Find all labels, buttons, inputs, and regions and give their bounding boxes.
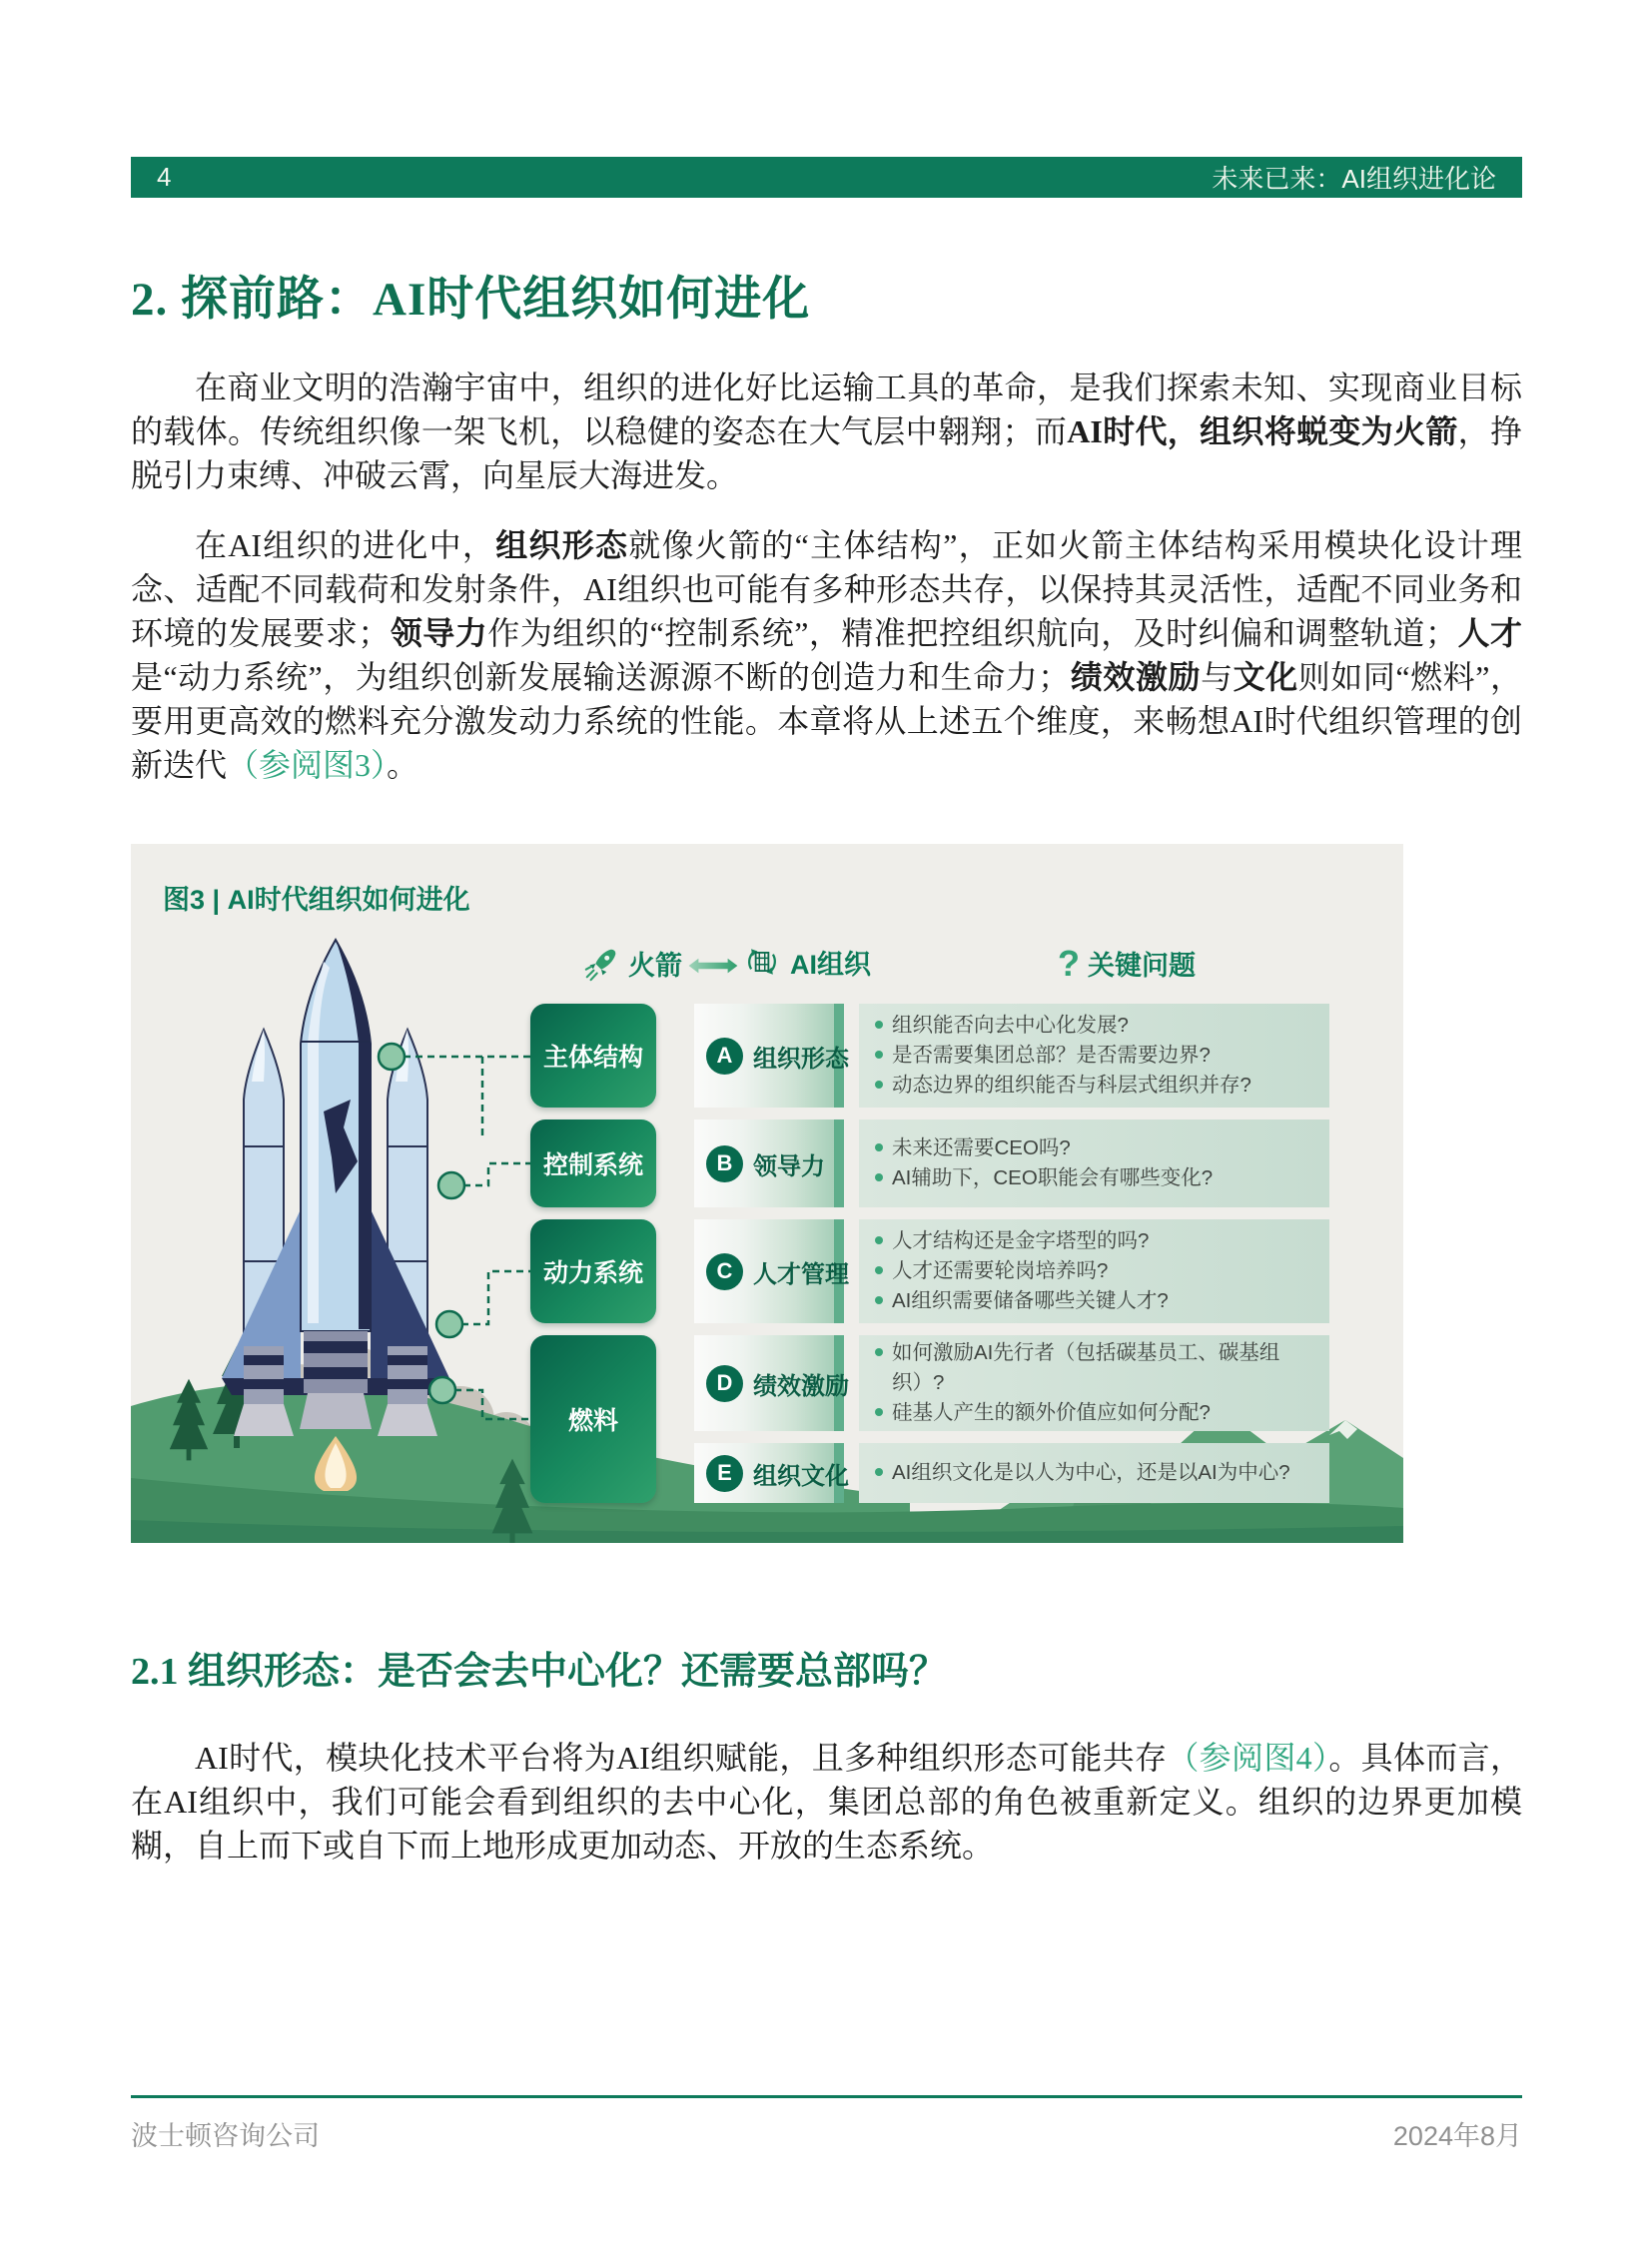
rocket-part-label: 主体结构 — [530, 1004, 656, 1108]
letter-badge: E — [706, 1455, 743, 1492]
bullet-dot — [875, 1143, 883, 1151]
node-dot-booster — [438, 1172, 464, 1198]
legend-rocket-label: 火箭 — [628, 951, 682, 981]
question-item — [875, 1226, 1313, 1256]
node-dot-engine — [429, 1377, 455, 1403]
question-list — [859, 1443, 1329, 1503]
question-item — [875, 1256, 1313, 1286]
figure-3-panel — [131, 844, 1403, 1543]
page-footer — [131, 2095, 1522, 2153]
dimension-label: 领导力 — [753, 1152, 825, 1180]
legend-org-label: AI组织 — [790, 949, 871, 980]
letter-badge: A — [706, 1038, 743, 1075]
footer-date: 2024年8月 — [1392, 2121, 1522, 2151]
legend-questions-label: 关键问题 — [1088, 951, 1196, 981]
question-list — [859, 1335, 1329, 1431]
bullet-dot — [875, 1408, 883, 1416]
dimension-box — [694, 1443, 849, 1503]
bullet-dot — [875, 1051, 883, 1059]
question-text: AI组织文化是以人为中心，还是以AI为中心? — [892, 1461, 1290, 1484]
question-text: 如何激励AI先行者（包括碳基员工、碳基组织）? — [892, 1341, 1280, 1394]
paragraph-2: 在AI组织的进化中，组织形态就像火箭的“主体结构”，正如火箭主体结构采用模块化设计理念、适配不同载荷和发射条件，AI组织也可能有多种形态共存，以保持其灵活性，适配不同业务和环境的发展要求；领导力作为组织的“控制系统”，精准把控组织航向，及时纠偏和调整轨道；人才是“动力系统”，为组织创新发展输送源源不断的创造力和生命力；绩效激励与文化则如同“燃料”，要用更高效的燃料充分激发动力系统的性能。本章将从上述五个维度，来畅想AI时代组织管理的创新迭代（参阅图3）。 — [131, 527, 1522, 783]
dimension-label: 组织文化 — [753, 1462, 849, 1490]
rocket-part-label: 燃料 — [530, 1335, 656, 1503]
bullet-dot — [875, 1081, 883, 1089]
bullet-dot — [875, 1296, 883, 1304]
dimension-label: 绩效激励 — [753, 1372, 849, 1400]
bullet-dot — [875, 1348, 883, 1356]
question-text: AI辅助下，CEO职能会有哪些变化? — [892, 1166, 1214, 1189]
question-text: 组织能否向去中心化发展? — [892, 1014, 1129, 1037]
dimension-box — [694, 1120, 844, 1207]
dimension-label: 组织形态 — [753, 1045, 849, 1073]
letter-badge: B — [706, 1145, 743, 1182]
bullet-dot — [875, 1236, 883, 1244]
question-text: 是否需要集团总部？是否需要边界? — [892, 1044, 1211, 1067]
footer-company: 波士顿咨询公司 — [131, 2121, 320, 2151]
dimension-box — [694, 1219, 849, 1323]
question-mark-icon: ? — [1058, 942, 1080, 984]
question-item — [875, 1286, 1313, 1316]
question-text: 未来还需要CEO吗? — [892, 1136, 1071, 1159]
node-dot-wing — [436, 1311, 462, 1337]
question-item — [875, 1011, 1313, 1041]
question-list — [859, 1219, 1329, 1323]
page-number: 4 — [157, 162, 172, 192]
question-item — [875, 1163, 1313, 1193]
letter-badge: D — [706, 1365, 743, 1402]
bullet-dot — [875, 1468, 883, 1476]
page-header-bar — [131, 157, 1522, 198]
section-title: 2. 探前路：AI时代组织如何进化 — [131, 274, 811, 326]
bullet-dot — [875, 1173, 883, 1181]
node-dot-nose — [379, 1044, 405, 1070]
question-list — [859, 1004, 1329, 1108]
figure-rows — [530, 1004, 1329, 1503]
question-item — [875, 1398, 1313, 1428]
dimension-box — [694, 1335, 849, 1431]
question-item — [875, 1041, 1313, 1071]
subsection-title: 2.1 组织形态：是否会去中心化？还需要总部吗？ — [131, 1651, 948, 1693]
header-title: 未来已来：AI组织进化论 — [1212, 164, 1496, 194]
question-text: 人才还需要轮岗培养吗? — [892, 1259, 1109, 1282]
paragraph-3: AI时代，模块化技术平台将为AI组织赋能，且多种组织形态可能共存（参阅图4）。具体而言，在AI组织中，我们可能会看到组织的去中心化，集团总部的角色被重新定义。组织的边界更加模糊，自上而下或自下而上地形成更加动态、开放的生态系统。 — [131, 1740, 1522, 1864]
letter-badge: C — [706, 1253, 743, 1290]
rocket-part-label: 控制系统 — [530, 1120, 656, 1207]
dimension-label: 人才管理 — [753, 1260, 849, 1288]
paragraph-1: 在商业文明的浩瀚宇宙中，组织的进化好比运输工具的革命，是我们探索未知、实现商业目标的载体。传统组织像一架飞机，以稳健的姿态在大气层中翱翔；而AI时代，组织将蜕变为火箭，挣脱引力束缚、冲破云霄，向星辰大海进发。 — [131, 370, 1522, 493]
question-list — [859, 1120, 1329, 1207]
question-item — [875, 1133, 1313, 1163]
dimension-box — [694, 1004, 849, 1108]
question-text: AI组织需要储备哪些关键人才? — [892, 1289, 1169, 1312]
bullet-dot — [875, 1021, 883, 1029]
question-item — [875, 1338, 1313, 1398]
question-text: 硅基人产生的额外价值应如何分配? — [892, 1401, 1211, 1424]
question-text: 动态边界的组织能否与科层式组织并存? — [892, 1074, 1251, 1097]
question-text: 人才结构还是金字塔型的吗? — [892, 1229, 1150, 1252]
figure-title: 图3 | AI时代组织如何进化 — [163, 885, 470, 915]
question-item — [875, 1458, 1313, 1488]
rocket-part-label: 动力系统 — [530, 1219, 656, 1323]
bullet-dot — [875, 1266, 883, 1274]
question-item — [875, 1071, 1313, 1101]
